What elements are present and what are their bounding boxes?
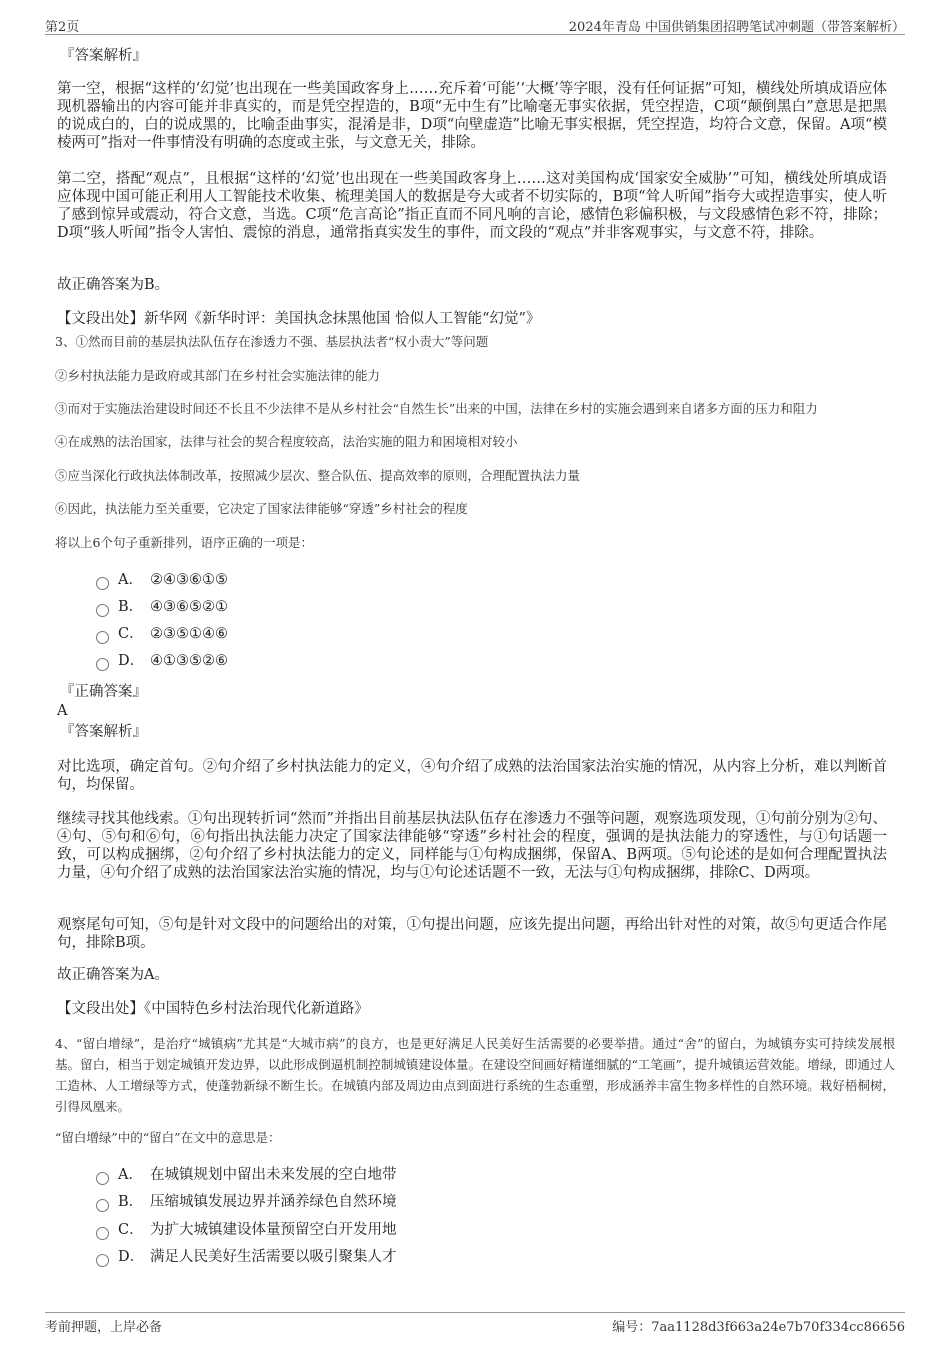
option-text: ④③⑥⑤②① — [150, 599, 228, 615]
option-letter: B． — [118, 1194, 144, 1210]
option-letter: A． — [118, 572, 143, 588]
q4-option-d[interactable] — [96, 1247, 397, 1267]
option-letter: A． — [118, 1167, 143, 1183]
q3-option-c[interactable] — [96, 624, 228, 644]
q3-conclusion: 故正确答案为A。 — [57, 967, 169, 983]
radio-button-icon[interactable] — [96, 658, 109, 671]
q3-option-d[interactable] — [96, 651, 228, 671]
page-number: 第2页 — [45, 20, 80, 35]
q3-sentence-3: ③而对于实施法治建设时间还不长且不少法律不是从乡村社会“自然生长”出来的中国，法律在乡村的实施会遇到来自诸多方面的压力和阻力 — [55, 401, 818, 416]
radio-button-icon[interactable] — [96, 1199, 109, 1212]
q4-option-b[interactable] — [96, 1192, 397, 1212]
q4-option-a[interactable] — [96, 1165, 397, 1185]
option-text: ④①③⑤②⑥ — [150, 653, 228, 669]
option-letter: D． — [118, 1249, 145, 1265]
q3-sentence-5: ⑤应当深化行政执法体制改革，按照减少层次、整合队伍、提高效率的原则，合理配置执法力量 — [55, 468, 581, 483]
q2-source: 【文段出处】新华网《新华时评：美国执念抹黑他国 恰似人工智能“幻觉”》 — [57, 311, 541, 327]
option-letter: C． — [118, 626, 144, 642]
option-letter: C． — [118, 1222, 144, 1238]
option-text: 压缩城镇发展边界并涵养绿色自然环境 — [150, 1194, 397, 1210]
document-title: 2024年青岛 中国供销集团招聘笔试冲刺题（带答案解析） — [568, 20, 905, 35]
q3-option-a[interactable] — [96, 570, 228, 590]
q3-analysis-para-2: 继续寻找其他线索。①句出现转折词“然而”并指出目前基层执法队伍存在渗透力不强等问题，观察选项发现，①句前分别为②句、④句、⑤句和⑥句，⑥句指出执法能力决定了国家法律能够“穿透”乡村社会的程度，强调的是执法能力的穿透性，与①句话题一致，可以构成捆绑，②句介绍了乡村执法能力的定义，同样能与①句构成捆绑，保留A、B两项。⑤句论述的是如何合理配置执法力量，④句介绍了成熟的法治国家法治实施的情况，均与①句论述话题不一致，无法与①句构成捆绑，排除C、D两项。 — [57, 811, 887, 881]
page-footer — [45, 1312, 905, 1335]
radio-button-icon[interactable] — [96, 631, 109, 644]
option-text: ②③⑤①④⑥ — [150, 626, 228, 642]
q3-option-b[interactable] — [96, 597, 228, 617]
q2-analysis-para-2: 第二空，搭配“观点”，且根据“这样的‘幻觉’也出现在一些美国政客身上……这对美国构成‘国家安全威胁’”可知，横线处所填成语应体现中国可能正利用人工智能技术收集、梳理美国人的数据是夸大或者不切实际的，B项“耸人听闻”指夸大或捏造事实，使人听了感到惊异或震动，符合文意，当选。C项“危言高论”指正直而不同凡响的言论，感情色彩偏积极，与文段感情色彩不符，排除；D项“骇人听闻”指令人害怕、震惊的消息，通常指真实发生的事件，而文段的“观点”并非客观事实，与文意不符，排除。 — [57, 171, 887, 241]
option-text: 为扩大城镇建设体量预留空白开发用地 — [150, 1222, 397, 1238]
q4-prompt: “留白增绿”中的“留白”在文中的意思是： — [55, 1130, 281, 1145]
q3-source: 【文段出处】《中国特色乡村法治现代化新道路》 — [57, 1001, 369, 1017]
q3-sentence-4: ④在成熟的法治国家，法律与社会的契合程度较高，法治实施的阻力和困境相对较小 — [55, 434, 518, 449]
q3-analysis-label: 『答案解析』 — [60, 724, 147, 740]
radio-button-icon[interactable] — [96, 1254, 109, 1267]
option-text: 在城镇规划中留出未来发展的空白地带 — [150, 1167, 397, 1183]
q3-sentence-2: ②乡村执法能力是政府或其部门在乡村社会实施法律的能力 — [55, 368, 381, 383]
radio-button-icon[interactable] — [96, 1172, 109, 1185]
option-letter: B． — [118, 599, 144, 615]
document-code: 编号：7aa1128d3f663a24e7b70f334cc86656 — [612, 1320, 905, 1335]
q3-analysis-para-1: 对比选项，确定首句。②句介绍了乡村执法能力的定义，④句介绍了成熟的法治国家法治实施的情况，从内容上分析，难以判断首句，均保留。 — [57, 759, 887, 793]
option-letter: D． — [118, 653, 145, 669]
q2-analysis-para-1: 第一空，根据“这样的‘幻觉’也出现在一些美国政客身上……充斥着‘可能’‘大概’等字眼，没有任何证据”可知，横线处所填成语应体现机器输出的内容可能并非真实的，而是凭空捏造的，B项“无中生有”比喻毫无事实依据，凭空捏造，C项“颠倒黑白”意思是把黑的说成白的，白的说成黑的，比喻歪曲事实，混淆是非，D项“向壁虚造”比喻无事实根据，凭空捏造，均符合文意，保留。A项“模棱两可”指对一件事情没有明确的态度或主张，与文意无关，排除。 — [57, 81, 887, 151]
radio-button-icon[interactable] — [96, 604, 109, 617]
page-header — [45, 14, 905, 35]
q2-conclusion: 故正确答案为B。 — [57, 277, 170, 293]
q2-analysis-label: 『答案解析』 — [60, 48, 147, 64]
option-text: ②④③⑥①⑤ — [150, 572, 228, 588]
q3-sentence-6: ⑥因此，执法能力至关重要，它决定了国家法律能够“穿透”乡村社会的程度 — [55, 501, 468, 516]
q3-analysis-para-3: 观察尾句可知，⑤句是针对文段中的问题给出的对策，①句提出问题，应该先提出问题，再给出针对性的对策，故⑤句更适合作尾句，排除B项。 — [57, 917, 887, 951]
q4-option-c[interactable] — [96, 1220, 397, 1240]
option-text: 满足人民美好生活需要以吸引聚集人才 — [150, 1249, 397, 1265]
footer-slogan: 考前押题，上岸必备 — [45, 1320, 163, 1335]
q3-answer: A — [57, 703, 68, 719]
q3-sentence-1: 3、①然而目前的基层执法队伍存在渗透力不强、基层执法者“权小责大”等问题 — [55, 334, 489, 349]
q3-prompt: 将以上6个句子重新排列，语序正确的一项是： — [55, 535, 313, 550]
radio-button-icon[interactable] — [96, 1227, 109, 1240]
q4-passage: 4、“留白增绿”，是治疗“城镇病”尤其是“大城市病”的良方，也是更好满足人民美好生活需要的必要举措。通过“舍”的留白，为城镇夯实可持续发展根基。留白，相当于划定城镇开发边界，以此形成倒逼机制控制城镇建设体量。在建设空间画好精谨细腻的“工笔画”，提升城镇运营效能。增绿，即通过人工造林、人工增绿等方式，使蓬勃新绿不断生长。在城镇内部及周边由点到面进行系统的生态重塑，形成涵养丰富生物多样性的自然环境。栽好梧桐树，引得凤凰来。 — [55, 1036, 895, 1114]
radio-button-icon[interactable] — [96, 577, 109, 590]
q3-answer-label: 『正确答案』 — [60, 684, 147, 700]
